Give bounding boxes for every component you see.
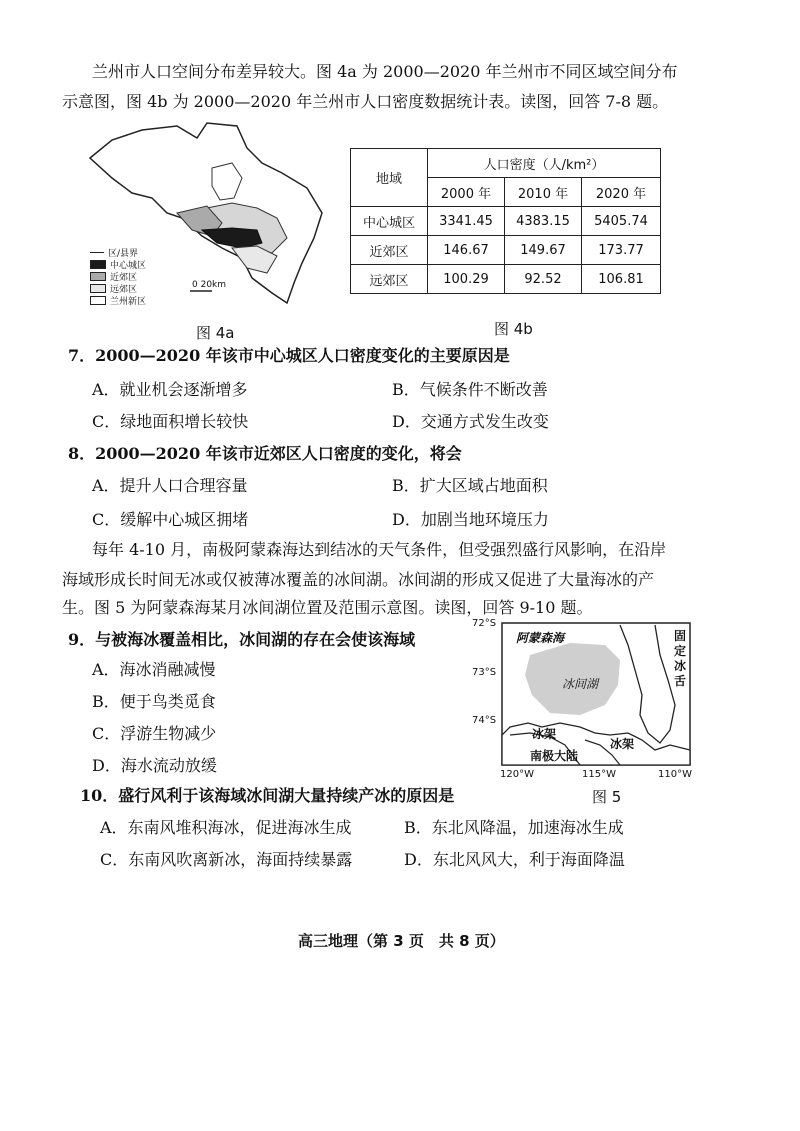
q7-option-d[interactable]: D．交通方式发生改变 [392, 412, 549, 431]
table-row: 近郊区 146.67 149.67 173.77 [351, 236, 661, 265]
q8-stem: 8．2000—2020 年该市近郊区人口密度的变化，将会 [68, 444, 462, 463]
year-2010: 2010 年 [505, 178, 582, 207]
legend-boundary: 区/县界 [90, 246, 138, 259]
q7-option-a[interactable]: A．就业机会逐渐增多 [92, 380, 248, 399]
page-footer: 高三地理（第 3 页 共 8 页） [298, 932, 505, 950]
caption-4b: 图 4b [494, 320, 533, 338]
lon-115: 115°W [582, 769, 616, 780]
year-2000: 2000 年 [428, 178, 505, 207]
q7-option-c[interactable]: C．绿地面积增长较快 [92, 412, 249, 431]
polynya-label: 冰间湖 [562, 677, 599, 691]
intro1-line1: 兰州市人口空间分布差异较大。图 4a 为 2000—2020 年兰州市不同区域空间分布 [92, 62, 678, 81]
q9-option-b[interactable]: B．便于鸟类觅食 [92, 692, 216, 711]
lat-72: 72°S [472, 618, 497, 629]
lon-110: 110°W [658, 769, 692, 780]
scale-bar: 0 20km [192, 280, 227, 290]
q9-option-c[interactable]: C．浮游生物减少 [92, 724, 217, 743]
q8-option-b[interactable]: B．扩大区域占地面积 [392, 476, 548, 495]
lat-74: 74°S [472, 715, 497, 726]
q8-option-c[interactable]: C．缓解中心城区拥堵 [92, 510, 249, 529]
ice-shelf-label-1: 冰架 [532, 727, 557, 741]
legend-outer: 远郊区 [90, 282, 137, 295]
q9-option-d[interactable]: D．海水流动放缓 [92, 756, 217, 775]
fixed-ice-tongue-label: 固 定 冰 舌 [674, 629, 687, 688]
amundsen-sea-map [470, 615, 700, 785]
table-row: 远郊区 100.29 92.52 106.81 [351, 265, 661, 294]
intro2-line1: 每年 4-10 月，南极阿蒙森海达到结冰的天气条件，但受强烈盛行风影响，在沿岸 [92, 540, 667, 559]
lon-120: 120°W [500, 769, 534, 780]
q9-stem: 9．与被海冰覆盖相比，冰间湖的存在会使该海域 [68, 630, 416, 649]
legend-center: 中心城区 [90, 258, 146, 271]
density-header: 人口密度（人/km²） [428, 149, 661, 178]
q10-option-c[interactable]: C．东南风吹离新冰，海面持续暴露 [100, 850, 353, 869]
legend-suburb: 近郊区 [90, 270, 137, 283]
map-4a [82, 118, 342, 318]
q10-option-b[interactable]: B．东北风降温，加速海冰生成 [404, 818, 624, 837]
q10-option-d[interactable]: D．东北风风大，利于海面降温 [404, 850, 625, 869]
intro2-line3: 生。图 5 为阿蒙森海某月冰间湖位置及范围示意图。读图，回答 9-10 题。 [62, 598, 593, 617]
lat-73: 73°S [472, 667, 497, 678]
caption-5: 图 5 [592, 788, 622, 806]
q8-option-d[interactable]: D．加剧当地环境压力 [392, 510, 549, 529]
region-header: 地域 [351, 149, 428, 207]
map-5 [470, 615, 700, 785]
q10-option-a[interactable]: A．东南风堆积海冰，促进海冰生成 [100, 818, 352, 837]
legend-newarea: 兰州新区 [90, 294, 146, 307]
intro2-line2: 海域形成长时间无冰或仅被薄冰覆盖的冰间湖。冰间湖的形成又促进了大量海冰的产 [62, 570, 655, 589]
q7-option-b[interactable]: B．气候条件不断改善 [392, 380, 548, 399]
continent-label: 南极大陆 [530, 749, 579, 763]
sea-label: 阿蒙森海 [516, 631, 565, 645]
intro1-line2: 示意图，图 4b 为 2000—2020 年兰州市人口密度数据统计表。读图，回答 7-8 题。 [62, 92, 669, 111]
table-row: 中心城区 3341.45 4383.15 5405.74 [351, 207, 661, 236]
density-table [350, 148, 661, 294]
q9-option-a[interactable]: A．海冰消融减慢 [92, 660, 216, 679]
q7-stem: 7．2000—2020 年该市中心城区人口密度变化的主要原因是 [68, 346, 510, 365]
caption-4a: 图 4a [196, 324, 235, 342]
q10-stem: 10．盛行风利于该海域冰间湖大量持续产冰的原因是 [80, 786, 455, 805]
q8-option-a[interactable]: A．提升人口合理容量 [92, 476, 248, 495]
year-2020: 2020 年 [582, 178, 661, 207]
ice-shelf-label-2: 冰架 [610, 737, 635, 751]
